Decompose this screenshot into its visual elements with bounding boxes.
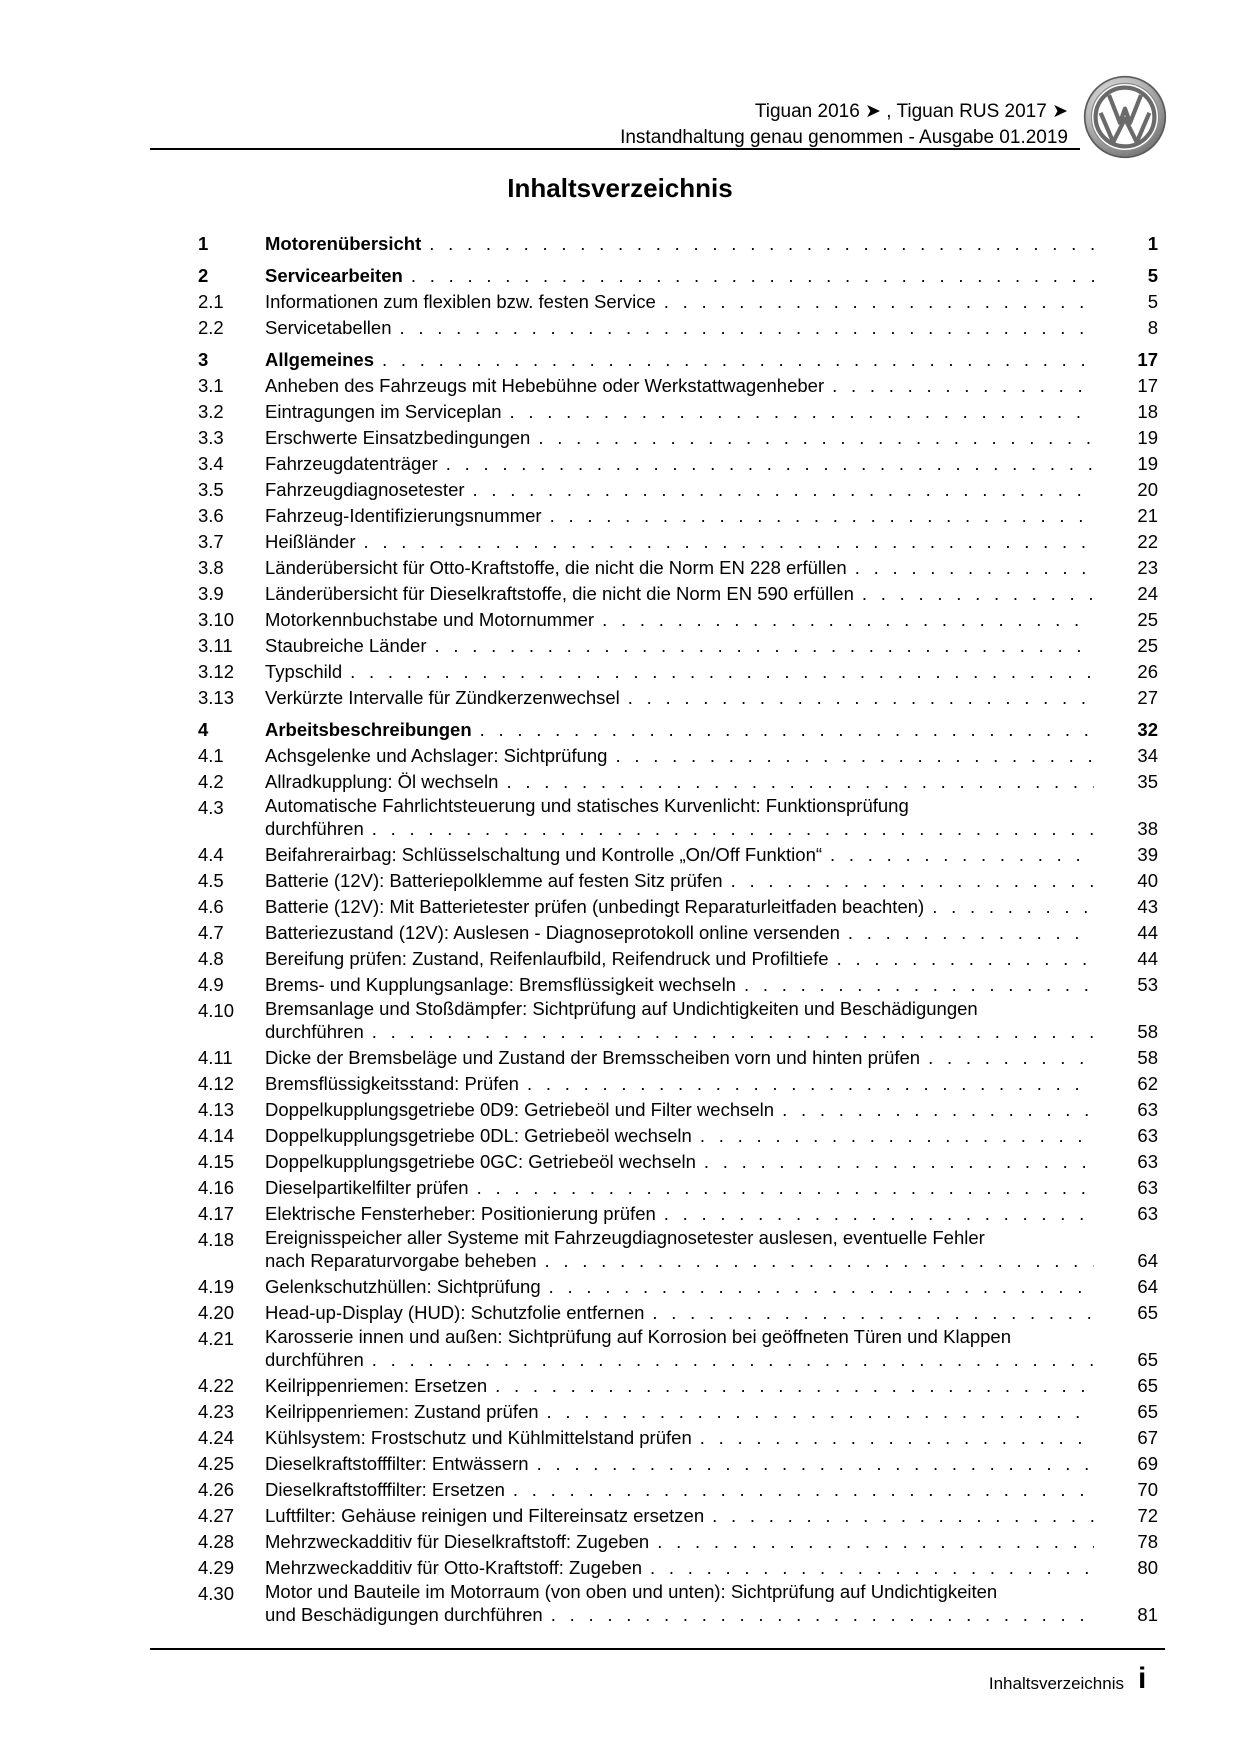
toc-number: 4.6 xyxy=(198,896,224,917)
toc-section-row[interactable] xyxy=(198,842,1158,868)
toc-section-row[interactable] xyxy=(198,477,1158,503)
toc-title: Kühlsystem: Frostschutz und Kühlmittelstand prüfen xyxy=(265,1427,692,1448)
toc-number: 4.19 xyxy=(198,1276,235,1297)
toc-number: 3.3 xyxy=(198,427,224,448)
toc-page-number: 19 xyxy=(1137,453,1158,474)
table-of-contents xyxy=(198,231,1158,1628)
toc-page-number: 44 xyxy=(1137,948,1158,969)
toc-title: Arbeitsbeschreibungen xyxy=(265,719,472,740)
toc-dot-leader xyxy=(473,477,1094,503)
toc-number: 3.10 xyxy=(198,609,235,630)
toc-page-number: 38 xyxy=(1137,818,1158,839)
header-model-line: Tiguan 2016 ➤ , Tiguan RUS 2017 ➤ xyxy=(754,101,1068,122)
toc-dot-leader xyxy=(550,503,1094,529)
toc-section-row[interactable] xyxy=(198,1503,1158,1529)
toc-page-number: 40 xyxy=(1137,870,1158,891)
toc-title: Motor und Bauteile im Motorraum (von oben und unten): Sichtprüfung auf Undichtigkeiten xyxy=(265,1581,998,1602)
toc-dot-leader xyxy=(602,607,1094,633)
toc-dot-leader xyxy=(928,1045,1094,1071)
toc-title-continuation: und Beschädigungen durchführen xyxy=(265,1604,543,1625)
toc-page-number: 24 xyxy=(1137,583,1158,604)
toc-number: 4.2 xyxy=(198,771,224,792)
footer-rule xyxy=(150,1648,1165,1650)
toc-dot-leader xyxy=(429,231,1094,257)
toc-title: Dieselkraftstofffilter: Entwässern xyxy=(265,1453,529,1474)
toc-title: Länderübersicht für Dieselkraftstoffe, die nicht die Norm EN 590 erfüllen xyxy=(265,583,854,604)
toc-page-number: 64 xyxy=(1137,1250,1158,1271)
toc-page-number: 64 xyxy=(1137,1276,1158,1297)
toc-page-number: 58 xyxy=(1137,1047,1158,1068)
toc-section-row[interactable] xyxy=(198,373,1158,399)
toc-number: 3.1 xyxy=(198,375,224,396)
toc-number: 4.22 xyxy=(198,1375,235,1396)
toc-page-number: 17 xyxy=(1137,349,1158,370)
toc-section-row[interactable] xyxy=(198,1373,1158,1399)
toc-title: Keilrippenriemen: Zustand prüfen xyxy=(265,1401,539,1422)
toc-chapter-row[interactable] xyxy=(198,231,1158,257)
toc-section-row[interactable] xyxy=(198,1123,1158,1149)
toc-number: 3.4 xyxy=(198,453,224,474)
toc-title: Heißländer xyxy=(265,531,356,552)
toc-page-number: 44 xyxy=(1137,922,1158,943)
toc-section-row[interactable] xyxy=(198,1555,1158,1581)
toc-title: Motorenübersicht xyxy=(265,233,422,254)
toc-section-row[interactable] xyxy=(198,1227,1158,1274)
toc-dot-leader xyxy=(712,1503,1094,1529)
toc-title: Staubreiche Länder xyxy=(265,635,427,656)
toc-page-number: 5 xyxy=(1147,265,1158,286)
toc-dot-leader xyxy=(731,868,1094,894)
toc-title: Doppelkupplungsgetriebe 0DL: Getriebeöl wechseln xyxy=(265,1125,692,1146)
toc-number: 4.25 xyxy=(198,1453,235,1474)
header-rule xyxy=(150,148,1080,150)
toc-section-row[interactable] xyxy=(198,1477,1158,1503)
toc-section-row[interactable] xyxy=(198,1581,1158,1628)
toc-section-row[interactable] xyxy=(198,1045,1158,1071)
toc-page-number: 20 xyxy=(1137,479,1158,500)
toc-page-number: 8 xyxy=(1147,317,1158,338)
toc-number: 3.12 xyxy=(198,661,235,682)
toc-section-row[interactable] xyxy=(198,769,1158,795)
toc-number: 4.12 xyxy=(198,1073,235,1094)
toc-title: Ereignisspeicher aller Systeme mit Fahrzeugdiagnosetester auslesen, eventuelle Fehler xyxy=(265,1227,985,1248)
toc-section-row[interactable] xyxy=(198,685,1158,711)
toc-number: 4.20 xyxy=(198,1302,235,1323)
toc-section-row[interactable] xyxy=(198,1274,1158,1300)
toc-page-number: 43 xyxy=(1137,896,1158,917)
toc-number: 3 xyxy=(198,349,209,370)
toc-dot-leader xyxy=(744,972,1094,998)
toc-chapter-row[interactable] xyxy=(198,347,1158,373)
toc-dot-leader xyxy=(400,315,1095,341)
toc-page-number: 39 xyxy=(1137,844,1158,865)
toc-page-number: 35 xyxy=(1137,771,1158,792)
toc-section-row[interactable] xyxy=(198,633,1158,659)
toc-title: Verkürzte Intervalle für Zündkerzenwechsel xyxy=(265,687,620,708)
toc-number: 4.24 xyxy=(198,1427,235,1448)
toc-title: Typschild xyxy=(265,661,343,682)
toc-title: Fahrzeug-Identifizierungsnummer xyxy=(265,505,542,526)
toc-dot-leader xyxy=(862,581,1094,607)
toc-dot-leader xyxy=(434,633,1094,659)
toc-dot-leader xyxy=(446,451,1094,477)
toc-title-continuation: durchführen xyxy=(265,818,364,839)
toc-section-row[interactable] xyxy=(198,1399,1158,1425)
toc-section-row[interactable] xyxy=(198,399,1158,425)
toc-page-number: 65 xyxy=(1137,1401,1158,1422)
toc-number: 3.6 xyxy=(198,505,224,526)
toc-section-row[interactable] xyxy=(198,998,1158,1045)
toc-dot-leader xyxy=(495,1373,1094,1399)
toc-dot-leader xyxy=(628,685,1094,711)
toc-section-row[interactable] xyxy=(198,868,1158,894)
toc-number: 4.4 xyxy=(198,844,224,865)
page-title: Inhaltsverzeichnis xyxy=(507,173,733,203)
toc-section-row[interactable] xyxy=(198,894,1158,920)
toc-page-number: 80 xyxy=(1137,1557,1158,1578)
toc-dot-leader xyxy=(830,842,1094,868)
toc-page-number: 69 xyxy=(1137,1453,1158,1474)
toc-dot-leader xyxy=(477,1175,1094,1201)
toc-title: Bereifung prüfen: Zustand, Reifenlaufbild, Reifendruck und Profiltiefe xyxy=(265,948,829,969)
toc-dot-leader xyxy=(411,263,1094,289)
toc-dot-leader xyxy=(538,425,1094,451)
toc-dot-leader xyxy=(549,1274,1094,1300)
toc-title: Batteriezustand (12V): Auslesen - Diagnoseprotokoll online versenden xyxy=(265,922,840,943)
toc-section-row[interactable] xyxy=(198,1451,1158,1477)
toc-page-number: 65 xyxy=(1137,1302,1158,1323)
toc-dot-leader xyxy=(664,1201,1094,1227)
toc-section-row[interactable] xyxy=(198,315,1158,341)
toc-page-number: 1 xyxy=(1147,233,1158,254)
toc-section-row[interactable] xyxy=(198,920,1158,946)
toc-number: 4.30 xyxy=(198,1583,235,1604)
toc-title: Mehrzweckadditiv für Dieselkraftstoff: Zugeben xyxy=(265,1531,650,1552)
toc-number: 4.15 xyxy=(198,1151,235,1172)
toc-page-number: 21 xyxy=(1137,505,1158,526)
toc-title: Allgemeines xyxy=(265,349,374,370)
toc-title: Informationen zum flexiblen bzw. festen Service xyxy=(265,291,656,312)
toc-dot-leader xyxy=(350,659,1094,685)
toc-section-row[interactable] xyxy=(198,1175,1158,1201)
toc-number: 3.9 xyxy=(198,583,224,604)
toc-page-number: 5 xyxy=(1147,291,1158,312)
toc-title: Bremsflüssigkeitsstand: Prüfen xyxy=(265,1073,519,1094)
toc-number: 2.2 xyxy=(198,317,224,338)
toc-number: 4.5 xyxy=(198,870,224,891)
toc-number: 4.29 xyxy=(198,1557,235,1578)
toc-title: Luftfilter: Gehäuse reinigen und Filtereinsatz ersetzen xyxy=(265,1505,705,1526)
toc-dot-leader xyxy=(782,1097,1094,1123)
toc-dot-leader xyxy=(510,399,1094,425)
toc-title: Anheben des Fahrzeugs mit Hebebühne oder Werkstattwagenheber xyxy=(265,375,825,396)
toc-dot-leader xyxy=(372,1347,1094,1373)
vw-logo-icon xyxy=(1083,75,1167,159)
toc-title: Beifahrerairbag: Schlüsselschaltung und Kontrolle „On/Off Funktion“ xyxy=(265,844,823,865)
toc-page-number: 32 xyxy=(1137,719,1158,740)
toc-title-continuation: durchführen xyxy=(265,1021,364,1042)
toc-title: Länderübersicht für Otto-Kraftstoffe, die nicht die Norm EN 228 erfüllen xyxy=(265,557,847,578)
toc-dot-leader xyxy=(372,1019,1094,1045)
toc-title: Doppelkupplungsgetriebe 0GC: Getriebeöl wechseln xyxy=(265,1151,696,1172)
toc-number: 4.13 xyxy=(198,1099,235,1120)
toc-dot-leader xyxy=(551,1602,1094,1628)
toc-dot-leader xyxy=(650,1555,1094,1581)
toc-number: 4.1 xyxy=(198,745,224,766)
toc-title: Elektrische Fensterheber: Positionierung prüfen xyxy=(265,1203,656,1224)
toc-page-number: 65 xyxy=(1137,1375,1158,1396)
toc-dot-leader xyxy=(537,1451,1094,1477)
toc-dot-leader xyxy=(615,743,1094,769)
toc-title: Allradkupplung: Öl wechseln xyxy=(265,771,499,792)
toc-title: Servicetabellen xyxy=(265,317,392,338)
toc-number: 4.14 xyxy=(198,1125,235,1146)
toc-page-number: 70 xyxy=(1137,1479,1158,1500)
toc-dot-leader xyxy=(480,717,1094,743)
toc-number: 4.26 xyxy=(198,1479,235,1500)
toc-section-row[interactable] xyxy=(198,795,1158,842)
page-header xyxy=(0,0,1240,160)
toc-section-row[interactable] xyxy=(198,529,1158,555)
toc-number: 4.7 xyxy=(198,922,224,943)
toc-dot-leader xyxy=(506,769,1094,795)
toc-section-row[interactable] xyxy=(198,1425,1158,1451)
toc-page-number: 23 xyxy=(1137,557,1158,578)
toc-page-number: 22 xyxy=(1137,531,1158,552)
toc-title-continuation: durchführen xyxy=(265,1349,364,1370)
toc-page-number: 78 xyxy=(1137,1531,1158,1552)
toc-number: 4.8 xyxy=(198,948,224,969)
toc-section-row[interactable] xyxy=(198,425,1158,451)
toc-page-number: 62 xyxy=(1137,1073,1158,1094)
toc-section-row[interactable] xyxy=(198,972,1158,998)
toc-title: Batterie (12V): Mit Batterietester prüfen (unbedingt Reparaturleitfaden beachten) xyxy=(265,896,925,917)
toc-page-number: 18 xyxy=(1137,401,1158,422)
toc-section-row[interactable] xyxy=(198,1326,1158,1373)
toc-title: Keilrippenriemen: Ersetzen xyxy=(265,1375,488,1396)
toc-dot-leader xyxy=(382,347,1094,373)
toc-number: 4.27 xyxy=(198,1505,235,1526)
footer-label: Inhaltsverzeichnis xyxy=(988,1674,1124,1693)
toc-section-row[interactable] xyxy=(198,503,1158,529)
toc-page-number: 53 xyxy=(1137,974,1158,995)
toc-section-row[interactable] xyxy=(198,659,1158,685)
toc-page-number: 63 xyxy=(1137,1125,1158,1146)
toc-title: Batterie (12V): Batteriepolklemme auf festen Sitz prüfen xyxy=(265,870,723,891)
toc-dot-leader xyxy=(700,1425,1094,1451)
toc-title: Doppelkupplungsgetriebe 0D9: Getriebeöl und Filter wechseln xyxy=(265,1099,775,1120)
toc-number: 4.23 xyxy=(198,1401,235,1422)
toc-dot-leader xyxy=(545,1248,1094,1274)
toc-title: Achsgelenke und Achslager: Sichtprüfung xyxy=(265,745,608,766)
toc-number: 3.7 xyxy=(198,531,224,552)
toc-dot-leader xyxy=(547,1399,1094,1425)
toc-section-row[interactable] xyxy=(198,946,1158,972)
toc-title: Dieselpartikelfilter prüfen xyxy=(265,1177,469,1198)
toc-dot-leader xyxy=(664,289,1094,315)
toc-section-row[interactable] xyxy=(198,1201,1158,1227)
toc-title: Karosserie innen und außen: Sichtprüfung auf Korrosion bei geöffneten Türen und Klappen xyxy=(265,1326,1012,1347)
toc-title: Eintragungen im Serviceplan xyxy=(265,401,502,422)
toc-dot-leader xyxy=(372,816,1094,842)
toc-title: Automatische Fahrlichtsteuerung und statisches Kurvenlicht: Funktionsprüfung xyxy=(265,795,909,816)
toc-section-row[interactable] xyxy=(198,743,1158,769)
toc-dot-leader xyxy=(364,529,1095,555)
toc-page-number: 27 xyxy=(1137,687,1158,708)
toc-number: 4.21 xyxy=(198,1328,235,1349)
toc-section-row[interactable] xyxy=(198,1529,1158,1555)
toc-page-number: 17 xyxy=(1137,375,1158,396)
toc-page-number: 58 xyxy=(1137,1021,1158,1042)
toc-dot-leader xyxy=(704,1149,1094,1175)
toc-chapter-row[interactable] xyxy=(198,263,1158,289)
toc-title: Bremsanlage und Stoßdämpfer: Sichtprüfung auf Undichtigkeiten und Beschädigungen xyxy=(265,998,978,1019)
toc-dot-leader xyxy=(932,894,1094,920)
toc-number: 3.2 xyxy=(198,401,224,422)
toc-page-number: 63 xyxy=(1137,1203,1158,1224)
toc-title: Gelenkschutzhüllen: Sichtprüfung xyxy=(265,1276,541,1297)
toc-section-row[interactable] xyxy=(198,1071,1158,1097)
toc-section-row[interactable] xyxy=(198,289,1158,315)
toc-number: 4.11 xyxy=(198,1047,233,1068)
toc-number: 2.1 xyxy=(198,291,224,312)
toc-dot-leader xyxy=(513,1477,1094,1503)
toc-title: Dicke der Bremsbeläge und Zustand der Bremsscheiben vorn und hinten prüfen xyxy=(265,1047,921,1068)
toc-page-number: 65 xyxy=(1137,1349,1158,1370)
toc-number: 3.11 xyxy=(198,635,233,656)
toc-number: 4.17 xyxy=(198,1203,235,1224)
toc-title: Servicearbeiten xyxy=(265,265,403,286)
toc-number: 4.16 xyxy=(198,1177,235,1198)
toc-page-number: 63 xyxy=(1137,1177,1158,1198)
toc-title: Brems- und Kupplungsanlage: Bremsflüssigkeit wechseln xyxy=(265,974,736,995)
toc-page-number: 81 xyxy=(1137,1604,1158,1625)
toc-title: Fahrzeugdatenträger xyxy=(265,453,438,474)
toc-number: 3.8 xyxy=(198,557,224,578)
toc-dot-leader xyxy=(837,946,1094,972)
toc-number: 4.10 xyxy=(198,1000,235,1021)
toc-section-row[interactable] xyxy=(198,451,1158,477)
toc-page-number: 63 xyxy=(1137,1151,1158,1172)
toc-section-row[interactable] xyxy=(198,1149,1158,1175)
toc-number: 2 xyxy=(198,265,209,286)
header-edition-line: Instandhaltung genau genommen - Ausgabe 01.2019 xyxy=(620,127,1068,148)
toc-section-row[interactable] xyxy=(198,581,1158,607)
toc-section-row[interactable] xyxy=(198,555,1158,581)
toc-section-row[interactable] xyxy=(198,1300,1158,1326)
toc-dot-leader xyxy=(700,1123,1094,1149)
toc-page-number: 63 xyxy=(1137,1099,1158,1120)
toc-title: Dieselkraftstofffilter: Ersetzen xyxy=(265,1479,505,1500)
toc-number: 4 xyxy=(198,719,209,740)
toc-title: Mehrzweckadditiv für Otto-Kraftstoff: Zugeben xyxy=(265,1557,643,1578)
toc-section-row[interactable] xyxy=(198,1097,1158,1123)
toc-number: 3.5 xyxy=(198,479,224,500)
toc-dot-leader xyxy=(832,373,1094,399)
toc-number: 4.28 xyxy=(198,1531,235,1552)
toc-dot-leader xyxy=(848,920,1094,946)
toc-page-number: 26 xyxy=(1137,661,1158,682)
toc-page-number: 72 xyxy=(1137,1505,1158,1526)
toc-dot-leader xyxy=(657,1529,1094,1555)
toc-page-number: 19 xyxy=(1137,427,1158,448)
toc-page-number: 25 xyxy=(1137,609,1158,630)
toc-number: 4.9 xyxy=(198,974,224,995)
toc-dot-leader xyxy=(527,1071,1094,1097)
toc-title: Head-up-Display (HUD): Schutzfolie entfernen xyxy=(265,1302,645,1323)
toc-dot-leader xyxy=(855,555,1094,581)
toc-title: Erschwerte Einsatzbedingungen xyxy=(265,427,531,448)
toc-number: 4.3 xyxy=(198,797,224,818)
toc-number: 1 xyxy=(198,233,209,254)
toc-title-continuation: nach Reparaturvorgabe beheben xyxy=(265,1250,537,1271)
toc-title: Motorkennbuchstabe und Motornummer xyxy=(265,609,595,630)
toc-page-number: 25 xyxy=(1137,635,1158,656)
toc-page-number: 34 xyxy=(1137,745,1158,766)
toc-section-row[interactable] xyxy=(198,607,1158,633)
toc-chapter-row[interactable] xyxy=(198,717,1158,743)
toc-page-number: 67 xyxy=(1137,1427,1158,1448)
toc-dot-leader xyxy=(652,1300,1094,1326)
footer-page-number: i xyxy=(1138,1662,1147,1695)
toc-number: 4.18 xyxy=(198,1229,235,1250)
toc-title: Fahrzeugdiagnosetester xyxy=(265,479,465,500)
toc-number: 3.13 xyxy=(198,687,235,708)
